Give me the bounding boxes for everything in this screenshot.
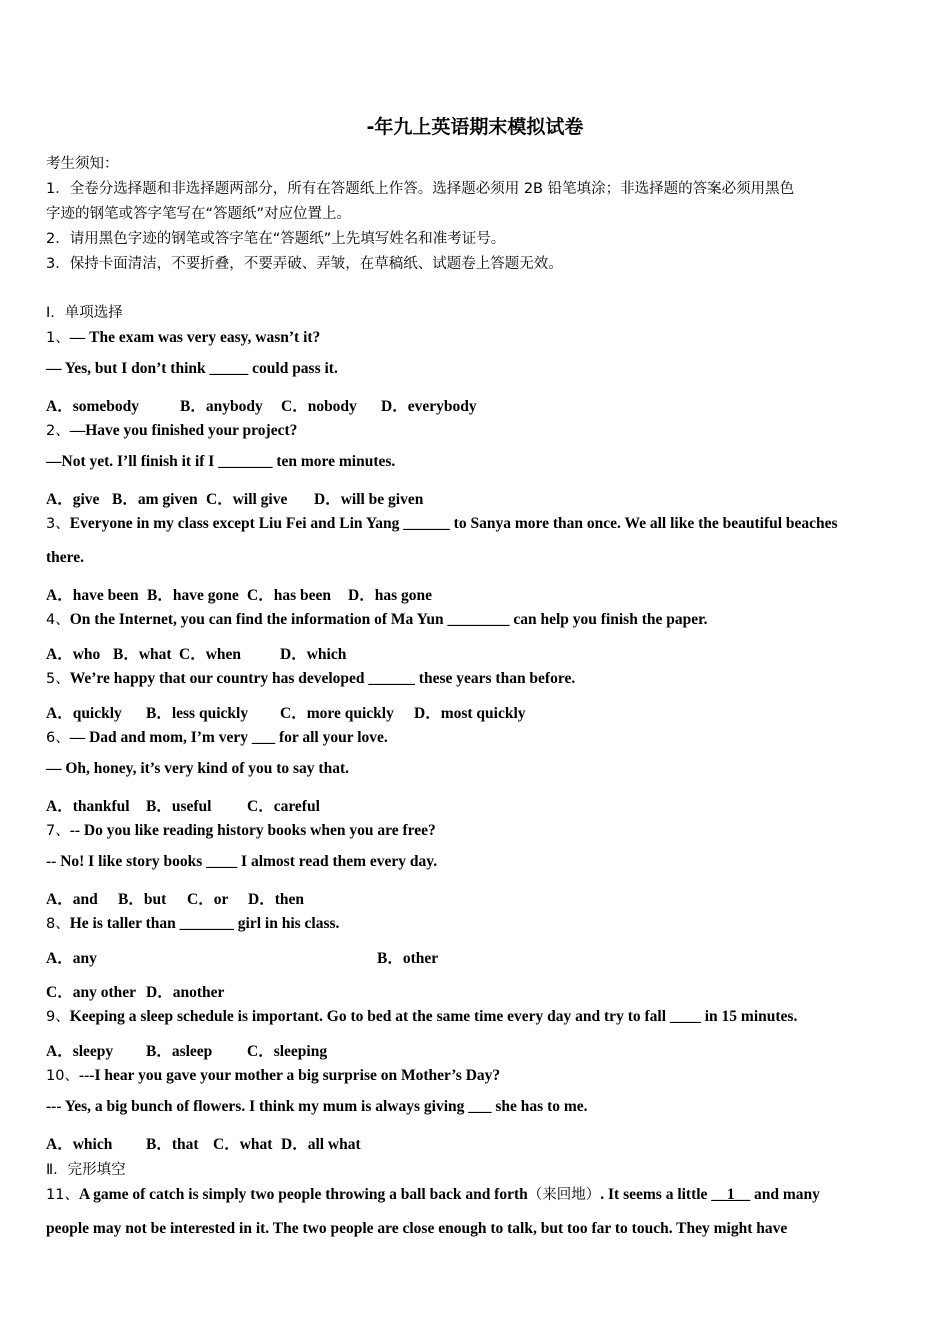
question-5 bbox=[46, 667, 575, 688]
question-number: 2、 bbox=[46, 423, 70, 439]
option-a[interactable]: A．which bbox=[46, 1136, 113, 1153]
question-6-line-2: — Oh, honey, it’s very kind of you to say that. bbox=[46, 760, 349, 777]
question-2-options bbox=[46, 487, 423, 509]
section-1-heading: Ⅰ．单项选择 bbox=[46, 305, 123, 321]
question-number: 1、 bbox=[46, 330, 70, 346]
option-c[interactable]: C．nobody bbox=[281, 398, 357, 415]
question-stem: Everyone in my class except Liu Fei and Lin Yang ______ to Sanya more than once. We all like the beautiful beaches bbox=[69, 515, 838, 532]
question-number: 10、 bbox=[46, 1068, 79, 1084]
passage-gloss: （来回地） bbox=[527, 1187, 601, 1203]
question-2 bbox=[46, 419, 297, 440]
section-2-heading: Ⅱ．完形填空 bbox=[46, 1162, 126, 1178]
question-11 bbox=[46, 1183, 820, 1204]
option-c[interactable]: C．or bbox=[187, 891, 229, 908]
option-d[interactable]: D．all what bbox=[281, 1136, 361, 1153]
question-number: 4、 bbox=[46, 612, 70, 628]
option-a[interactable]: A．thankful bbox=[46, 798, 130, 815]
question-8-options-row-2 bbox=[46, 980, 224, 1002]
option-b[interactable]: B．useful bbox=[146, 798, 212, 815]
question-9 bbox=[46, 1005, 797, 1026]
question-1 bbox=[46, 326, 320, 347]
question-10-line-2: --- Yes, a big bunch of flowers. I think my mum is always giving ___ she has to me. bbox=[46, 1098, 588, 1115]
option-d[interactable]: D．will be given bbox=[314, 491, 424, 508]
option-a[interactable]: A．have been bbox=[46, 587, 139, 604]
question-stem: -- Do you like reading history books when you are free? bbox=[69, 822, 436, 839]
question-6 bbox=[46, 726, 388, 747]
option-b[interactable]: B．that bbox=[146, 1136, 199, 1153]
passage-text-cont: . It seems a little bbox=[600, 1186, 712, 1203]
question-number: 7、 bbox=[46, 823, 70, 839]
option-d[interactable]: D．then bbox=[248, 891, 304, 908]
option-c[interactable]: C．has been bbox=[247, 587, 331, 604]
option-b[interactable]: B．asleep bbox=[146, 1043, 213, 1060]
question-10 bbox=[46, 1064, 500, 1085]
question-4 bbox=[46, 608, 707, 629]
option-a[interactable]: A．give bbox=[46, 491, 100, 508]
question-10-options bbox=[46, 1132, 361, 1154]
question-3-line-2: there. bbox=[46, 549, 85, 566]
question-stem: He is taller than _______ girl in his class. bbox=[69, 915, 340, 932]
option-b[interactable]: B．am given bbox=[112, 491, 198, 508]
option-b[interactable]: B．other bbox=[377, 950, 439, 967]
question-number: 8、 bbox=[46, 916, 70, 932]
option-c[interactable]: C．what bbox=[213, 1136, 273, 1153]
question-number: 9、 bbox=[46, 1009, 70, 1025]
question-7-line-2: -- No! I like story books ____ I almost read them every day. bbox=[46, 853, 438, 870]
question-7-options bbox=[46, 887, 304, 909]
question-2-line-2: —Not yet. I’ll finish it if I _______ ten more minutes. bbox=[46, 453, 396, 470]
question-1-line-2: — Yes, but I don’t think _____ could pass it. bbox=[46, 360, 338, 377]
notice-heading: 考生须知： bbox=[46, 156, 119, 172]
question-stem: We’re happy that our country has developed ______ these years than before. bbox=[69, 670, 576, 687]
option-b[interactable]: B．what bbox=[113, 646, 172, 663]
page-title: -年九上英语期末模拟试卷 bbox=[366, 116, 584, 138]
option-c[interactable]: C．when bbox=[179, 646, 242, 663]
question-4-options bbox=[46, 642, 346, 664]
question-11-line-2: people may not be interested in it. The two people are close enough to talk, but too far to touch. They might have bbox=[46, 1220, 788, 1237]
cloze-blank-1[interactable]: __1__ bbox=[711, 1186, 751, 1203]
option-d[interactable]: D．which bbox=[280, 646, 347, 663]
option-b[interactable]: B．anybody bbox=[180, 398, 263, 415]
option-a[interactable]: A．and bbox=[46, 891, 98, 908]
question-stem: — The exam was very easy, wasn’t it? bbox=[69, 329, 321, 346]
question-8-options-row-1 bbox=[46, 946, 438, 968]
question-stem: ---I hear you gave your mother a big surprise on Mother’s Day? bbox=[78, 1067, 501, 1084]
question-stem: Keeping a sleep schedule is important. Go to bed at the same time every day and try to fall ____ in 15 minutes. bbox=[69, 1008, 798, 1025]
question-number: 3、 bbox=[46, 516, 70, 532]
question-stem: —Have you finished your project? bbox=[69, 422, 298, 439]
option-d[interactable]: D．another bbox=[146, 984, 225, 1001]
option-c[interactable]: C．sleeping bbox=[247, 1043, 328, 1060]
notice-item-3: 3．保持卡面清洁，不要折叠，不要弄破、弄皱，在草稿纸、试题卷上答题无效。 bbox=[46, 256, 563, 272]
option-a[interactable]: A．who bbox=[46, 646, 101, 663]
option-a[interactable]: A．any bbox=[46, 950, 97, 967]
option-d[interactable]: D．has gone bbox=[348, 587, 432, 604]
option-d[interactable]: D．most quickly bbox=[414, 705, 526, 722]
option-b[interactable]: B．have gone bbox=[147, 587, 239, 604]
option-c[interactable]: C．more quickly bbox=[280, 705, 394, 722]
question-1-options bbox=[46, 394, 477, 416]
question-number: 5、 bbox=[46, 671, 70, 687]
passage-text-end: and many bbox=[750, 1186, 820, 1203]
question-8 bbox=[46, 912, 339, 933]
question-stem: — Dad and mom, I’m very ___ for all your love. bbox=[69, 729, 388, 746]
question-number: 6、 bbox=[46, 730, 70, 746]
notice-item-1: 1．全卷分选择题和非选择题两部分，所有在答题纸上作答。选择题必须用 2B 铅笔填涂；非选择题的答案必须用黑色 bbox=[46, 181, 795, 197]
passage-text: A game of catch is simply two people throwing a ball back and forth bbox=[78, 1186, 528, 1203]
option-b[interactable]: B．less quickly bbox=[146, 705, 249, 722]
option-a[interactable]: A．quickly bbox=[46, 705, 122, 722]
option-c[interactable]: C．careful bbox=[247, 798, 320, 815]
question-3 bbox=[46, 512, 838, 533]
question-number: 11、 bbox=[46, 1187, 79, 1203]
notice-item-1-cont: 字迹的钢笔或答字笔写在“答题纸”对应位置上。 bbox=[46, 206, 352, 222]
option-c[interactable]: C．any other bbox=[46, 984, 136, 1001]
question-7 bbox=[46, 819, 436, 840]
question-stem: On the Internet, you can find the information of Ma Yun ________ can help you finish the paper. bbox=[69, 611, 708, 628]
option-a[interactable]: A．somebody bbox=[46, 398, 140, 415]
question-6-options bbox=[46, 794, 320, 816]
option-c[interactable]: C．will give bbox=[206, 491, 288, 508]
option-b[interactable]: B．but bbox=[118, 891, 167, 908]
notice-item-2: 2．请用黑色字迹的钢笔或答字笔在“答题纸”上先填写姓名和准考证号。 bbox=[46, 231, 506, 247]
question-5-options bbox=[46, 701, 526, 723]
question-3-options bbox=[46, 583, 432, 605]
option-a[interactable]: A．sleepy bbox=[46, 1043, 114, 1060]
option-d[interactable]: D．everybody bbox=[381, 398, 477, 415]
question-9-options bbox=[46, 1039, 327, 1061]
